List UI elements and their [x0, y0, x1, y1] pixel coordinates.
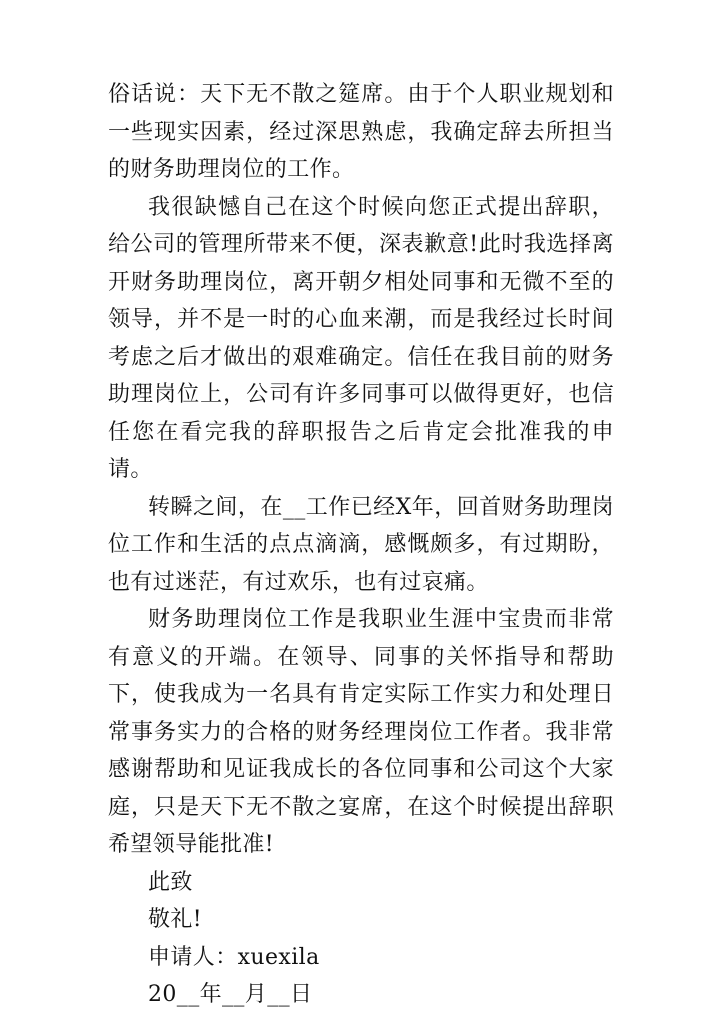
paragraph-apology: 我很缺憾自己在这个时候向您正式提出辞职，给公司的管理所带来不便，深表歉意!此时我选择离开财务助理岗位，离开朝夕相处同事和无微不至的领导，并不是一时的心血来潮，而是我经过长时间考虑之后才做出的艰难确定。信任在我目前的财务助理岗位上，公司有许多同事可以做得更好，也信任您在看完我的辞职报告之后肯定会批准我的申请。 [108, 194, 614, 482]
letter-date: 20__年__月__日 [148, 982, 313, 1007]
paragraph-gratitude: 财务助理岗位工作是我职业生涯中宝贵而非常有意义的开端。在领导、同事的关怀指导和帮助下，使我成为一名具有肯定实际工作实力和处理日常事务实力的合格的财务经理岗位工作者。我非常感谢帮助和见证我成长的各位同事和公司这个大家庭，只是天下无不散之宴席，在这个时候提出辞职希望领导能批准! [108, 607, 614, 857]
closing-regards: 敬礼! [148, 907, 203, 932]
applicant-signature: 申请人：xuexila [148, 944, 320, 970]
letter-body [108, 76, 614, 1014]
paragraph-intro: 俗话说：天下无不散之筵席。由于个人职业规划和一些现实因素，经过深思熟虑，我确定辞去所担当的财务助理岗位的工作。 [108, 82, 614, 182]
closing-salutation: 此致 [148, 869, 193, 895]
paragraph-reflection: 转瞬之间，在__工作已经X年，回首财务助理岗位工作和生活的点点滴滴，感慨颇多，有过期盼，也有过迷茫，有过欢乐，也有过哀痛。 [108, 494, 614, 595]
